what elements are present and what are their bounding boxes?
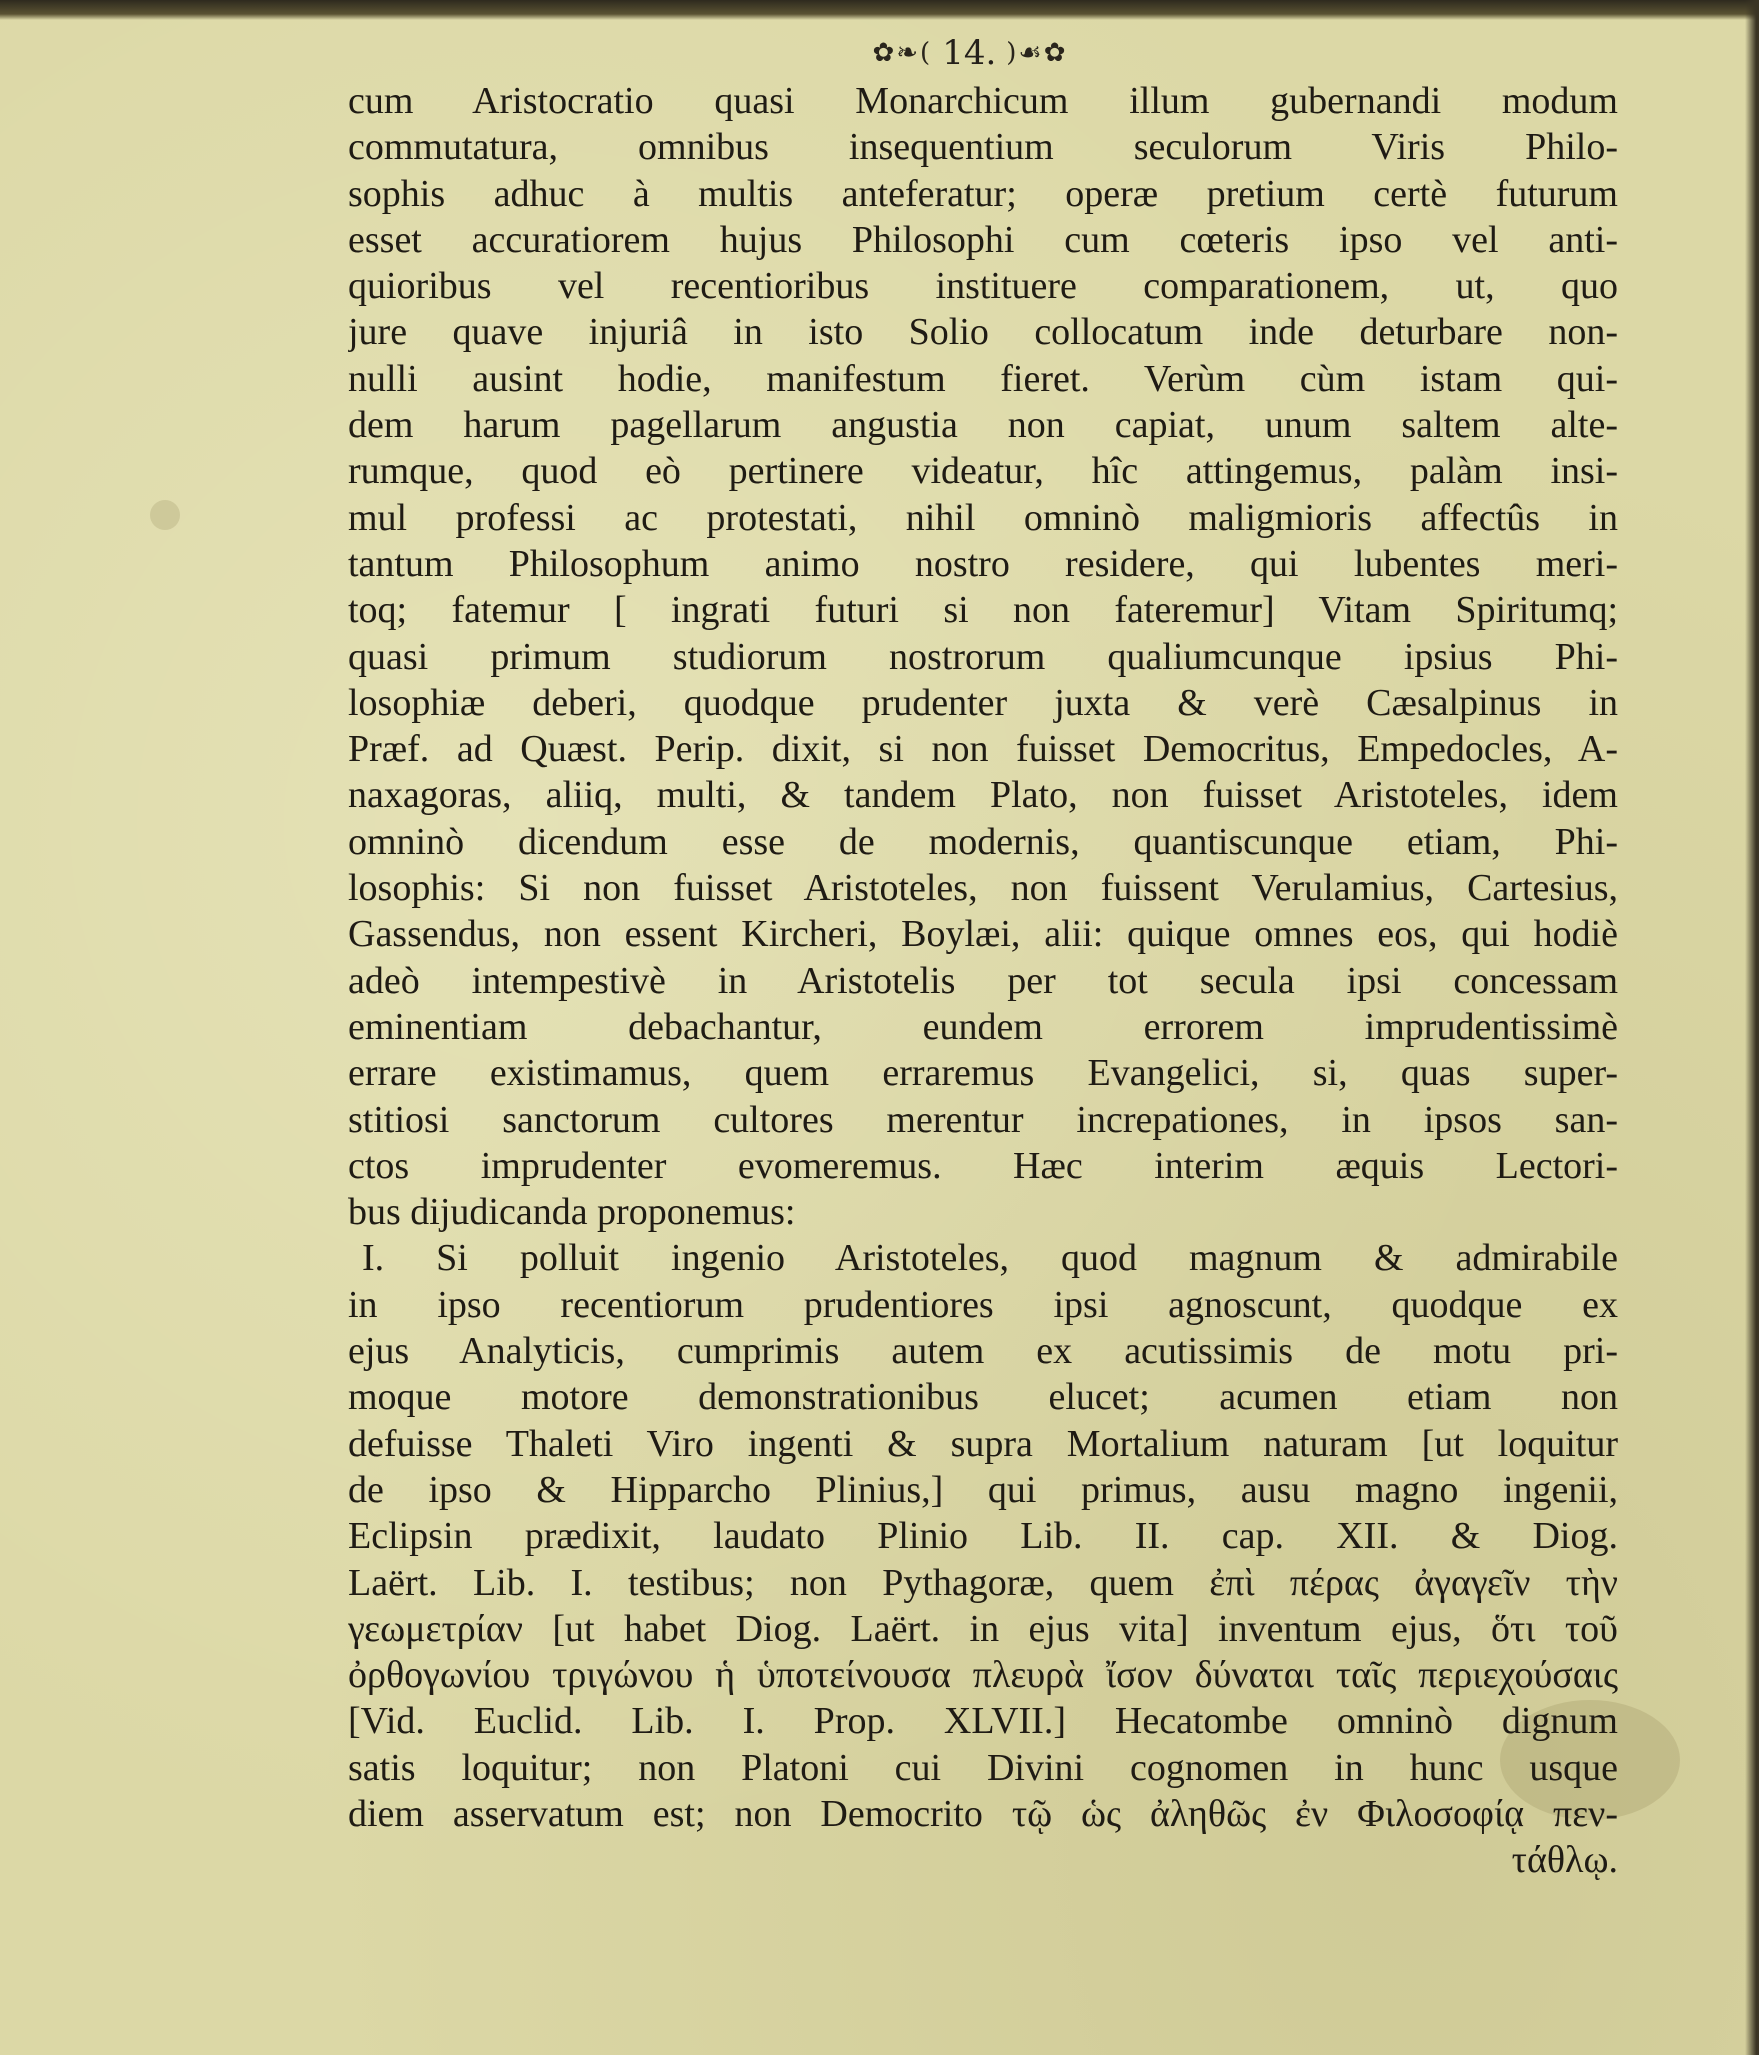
text-line: nulli ausint hodie, manifestum fieret. Verùm cùm istam qui- (348, 357, 1618, 400)
text-line: rumque, quod eò pertinere videatur, hîc attingemus, palàm insi- (348, 450, 1618, 493)
text-line: diem asservatum est; non Democrito τῷ ὡς ἀληθῶς ἐν Φιλοσοφίᾳ πεν- (348, 1792, 1618, 1835)
text-line: quioribus vel recentioribus instituere comparationem, ut, quo (348, 265, 1618, 308)
page-number: 14. (942, 33, 997, 73)
page-header (790, 28, 1150, 78)
text-line: quasi primum studiorum nostrorum qualiumcunque ipsius Phi- (348, 635, 1618, 678)
text-line: I. Si polluit ingenio Aristoteles, quod magnum & admirabile (362, 1237, 1618, 1280)
ornament-right-icon: )☙✿ (1006, 38, 1068, 68)
text-line: ctos imprudenter evomeremus. Hæc interim æquis Lectori- (348, 1144, 1618, 1187)
text-line: Præf. ad Quæst. Perip. dixit, si non fuisset Democritus, Empedocles, A- (348, 728, 1618, 771)
text-line: toq; fatemur [ ingrati futuri si non fateremur] Vitam Spiritumq; (348, 589, 1618, 632)
text-line: γεωμετρίαν [ut habet Diog. Laërt. in ejus vita] inventum ejus, ὅτι τοῦ (348, 1607, 1618, 1650)
text-line: τάθλῳ. (1511, 1839, 1618, 1882)
text-line: stitiosi sanctorum cultores merentur increpationes, in ipsos san- (348, 1098, 1618, 1141)
page-right-edge (1745, 0, 1759, 2055)
text-line: in ipso recentiorum prudentiores ipsi agnoscunt, quodque ex (348, 1283, 1618, 1326)
text-line: Gassendus, non essent Kircheri, Boylæi, alii: quique omnes eos, qui hodiè (348, 913, 1618, 956)
text-line: dem harum pagellarum angustia non capiat, unum saltem alte- (348, 404, 1618, 447)
ornament-left-icon: ✿❧( (872, 38, 933, 68)
text-line: satis loquitur; non Platoni cui Divini cognomen in hunc usque (348, 1746, 1618, 1789)
text-line: adeò intempestivè in Aristotelis per tot secula ipsi concessam (348, 959, 1618, 1002)
text-line: [Vid. Euclid. Lib. I. Prop. XLVII.] Hecatombe omninò dignum (348, 1700, 1618, 1743)
text-line: defuisse Thaleti Viro ingenti & supra Mortalium naturam [ut loquitur (348, 1422, 1618, 1465)
text-line: Laërt. Lib. I. testibus; non Pythagoræ, quem ἐπὶ πέρας ἀγαγεῖν τὴν (348, 1561, 1618, 1604)
text-line: omninò dicendum esse de modernis, quantiscunque etiam, Phi- (348, 820, 1618, 863)
text-line: ejus Analyticis, cumprimis autem ex acutissimis de motu pri- (348, 1330, 1618, 1373)
text-line: losophiæ deberi, quodque prudenter juxta & verè Cæsalpinus in (348, 681, 1618, 724)
text-line: commutatura, omnibus insequentium seculorum Viris Philo- (348, 126, 1618, 169)
text-line: errare existimamus, quem erraremus Evangelici, si, quas super- (348, 1052, 1618, 1095)
text-line: tantum Philosophum animo nostro residere, qui lubentes meri- (348, 542, 1618, 585)
text-line: sophis adhuc à multis anteferatur; operæ pretium certè futurum (348, 172, 1618, 215)
text-line: ὀρθογωνίου τριγώνου ἡ ὑποτείνουσα πλευρὰ ἴσον δύναται ταῖς περιεχούσαις (348, 1654, 1618, 1697)
body-text (348, 78, 1618, 1884)
text-line: esset accuratiorem hujus Philosophi cum cœteris ipso vel anti- (348, 218, 1618, 261)
text-line: mul professi ac protestati, nihil omninò maligmioris affectûs in (348, 496, 1618, 539)
text-line: bus dijudicanda proponemus: (348, 1191, 796, 1234)
text-line: de ipso & Hipparcho Plinius,] qui primus, ausu magno ingenii, (348, 1468, 1618, 1511)
page-top-edge (0, 0, 1759, 20)
text-line: eminentiam debachantur, eundem errorem imprudentissimè (348, 1005, 1618, 1048)
text-line: Eclipsin prædixit, laudato Plinio Lib. II. cap. XII. & Diog. (348, 1515, 1618, 1558)
text-line: cum Aristocratio quasi Monarchicum illum gubernandi modum (348, 80, 1618, 122)
text-line: losophis: Si non fuisset Aristoteles, non fuissent Verulamius, Cartesius, (348, 867, 1618, 910)
text-line: naxagoras, aliiq, multi, & tandem Plato, non fuisset Aristoteles, idem (348, 774, 1618, 817)
paper-stain (150, 500, 180, 530)
text-line: jure quave injuriâ in isto Solio collocatum inde deturbare non- (348, 311, 1618, 354)
text-line: moque motore demonstrationibus elucet; acumen etiam non (348, 1376, 1618, 1419)
